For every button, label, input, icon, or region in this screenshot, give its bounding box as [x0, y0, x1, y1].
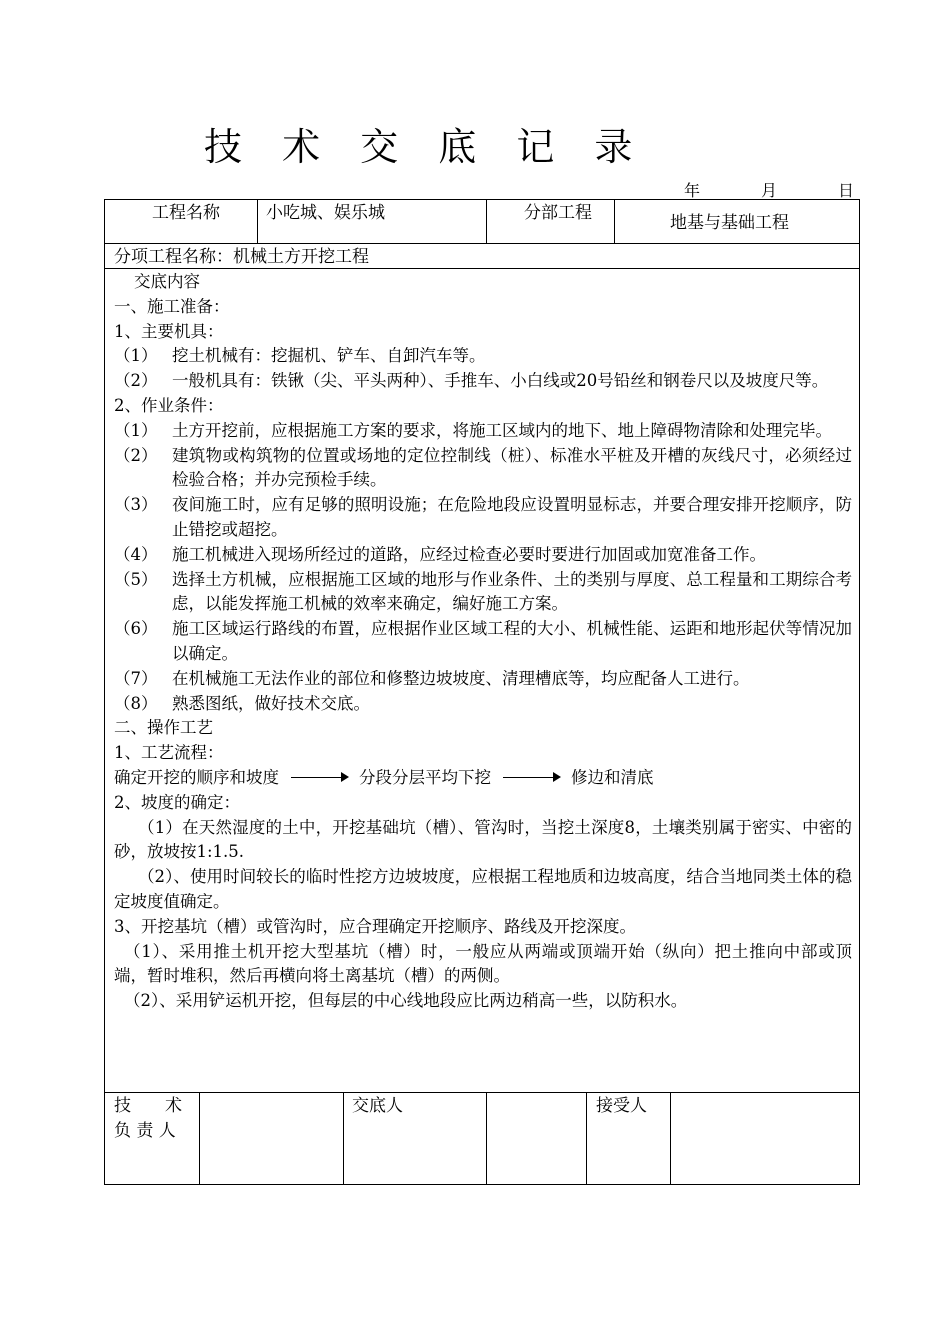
handover-person-label: 交底人	[352, 1096, 403, 1116]
division-value: 地基与基础工程	[670, 213, 789, 233]
slope-paragraph-2: （2）、使用时间较长的临时性挖方边坡坡度，应根据工程地质和边坡高度，结合当地同类土体的稳定坡度值确定。	[114, 867, 852, 911]
subsection-process-flow: 1、工艺流程：	[114, 743, 224, 763]
item-number: （7）	[114, 668, 158, 688]
list-item	[114, 493, 852, 543]
division-label: 分部工程	[524, 203, 592, 223]
arrow-right-icon	[291, 777, 347, 778]
item-text: 选择土方机械，应根据施工区域的地形与作业条件、土的类别与厚度、总工程量和工期综合考虑，以能发挥施工机械的效率来确定，编好施工方案。	[172, 569, 852, 614]
subsection-excavation: 3、开挖基坑（槽）或管沟时，应合理确定开挖顺序、路线及开挖深度。	[114, 916, 636, 936]
date-line	[684, 178, 854, 201]
signature-col-divider-3	[486, 1092, 487, 1185]
signature-col-divider-1	[199, 1092, 200, 1185]
item-number: （8）	[114, 693, 158, 713]
subsection-slope: 2、坡度的确定：	[114, 792, 240, 812]
section-operation: 二、操作工艺	[114, 718, 213, 738]
item-text: 建筑物或构筑物的位置或场地的定位控制线（桩）、标准水平桩及开槽的灰线尺寸，必须经过检验合格；并办完预检手续。	[172, 445, 852, 490]
signature-col-divider-2	[343, 1092, 344, 1185]
excavation-paragraph-2: （2）、采用铲运机开挖，但每层的中心线地段应比两边稍高一些，以防积水。	[124, 991, 688, 1011]
excavation-paragraph-1: （1）、采用推土机开挖大型基坑（槽）时，一般应从两端或顶端开始（纵向）把土推向中部或顶端，暂时堆积，然后再横向将土离基坑（槽）的两侧。	[114, 941, 852, 986]
item-number: （5）	[114, 569, 158, 589]
receiver-label: 接受人	[596, 1096, 647, 1116]
item-number: （4）	[114, 544, 158, 564]
document-title: 技 术 交 底 记 录	[204, 125, 647, 169]
list-item	[114, 419, 852, 444]
list-item	[114, 617, 852, 667]
tech-lead-label-line-2: 负 责 人	[114, 1121, 176, 1141]
subsection-conditions: 2、作业条件：	[114, 395, 224, 415]
subitem-name: 分项工程名称：机械土方开挖工程	[114, 247, 369, 267]
process-flow	[114, 766, 852, 791]
item-text: 挖土机械有：挖掘机、铲车、自卸汽车等。	[172, 346, 486, 366]
disclosure-content	[114, 270, 852, 1014]
item-number: （1）	[114, 420, 158, 440]
project-name-label: 工程名称	[152, 203, 220, 223]
list-item	[114, 369, 852, 394]
flow-step: 分段分层平均下挖	[359, 767, 491, 787]
section-preparation: 一、施工准备：	[114, 296, 230, 316]
list-item	[114, 543, 852, 568]
date-month: 月	[760, 181, 777, 200]
item-text: 在机械施工无法作业的部位和修整边坡坡度、清理槽底等，均应配备人工进行。	[172, 668, 750, 688]
signature-row-divider	[104, 1092, 860, 1093]
item-text: 土方开挖前，应根据施工方案的要求，将施工区域内的地下、地上障碍物清除和处理完毕。	[172, 420, 832, 440]
flow-step: 确定开挖的顺序和坡度	[114, 767, 279, 787]
item-number: （2）	[114, 445, 158, 465]
signature-col-divider-4	[586, 1092, 587, 1185]
item-text: 施工机械进入现场所经过的道路，应经过检查必要时要进行加固或加宽准备工作。	[172, 544, 766, 564]
list-item	[114, 667, 852, 692]
date-day: 日	[837, 181, 854, 200]
signature-col-divider-5	[670, 1092, 671, 1185]
slope-paragraph-1: （1）在天然湿度的土中，开挖基础坑（槽）、管沟时，当挖土深度8，土壤类别属于密实、中密的砂，放坡按1:1.5.	[114, 817, 852, 862]
item-number: （2）	[114, 371, 158, 391]
content-heading: 交底内容	[134, 272, 200, 291]
list-item	[114, 692, 852, 717]
project-name-value: 小吃城、娱乐城	[266, 203, 385, 223]
list-item	[114, 568, 852, 618]
item-number: （1）	[114, 346, 158, 366]
header-col-divider-1	[257, 199, 258, 243]
subitem-row-divider	[104, 268, 860, 269]
tech-lead-label-line-1: 技 术	[114, 1096, 182, 1116]
flow-step: 修边和清底	[571, 767, 654, 787]
item-text: 一般机具有：铁锹（尖、平头两种）、手推车、小白线或20号铅丝和钢卷尺以及坡度尺等。	[172, 371, 829, 391]
item-text: 夜间施工时，应有足够的照明设施；在危险地段应设置明显标志，并要合理安排开挖顺序，防止错挖或超挖。	[172, 495, 852, 539]
header-col-divider-2	[486, 199, 487, 243]
date-year: 年	[684, 181, 701, 200]
list-item	[114, 444, 852, 494]
header-row-divider	[104, 243, 860, 244]
header-col-divider-3	[614, 199, 615, 243]
item-number: （6）	[114, 619, 158, 639]
arrow-right-icon	[503, 777, 559, 778]
subsection-tools: 1、主要机具：	[114, 321, 224, 341]
item-text: 熟悉图纸，做好技术交底。	[172, 693, 370, 713]
list-item	[114, 344, 852, 369]
item-number: （3）	[114, 495, 158, 515]
item-text: 施工区域运行路线的布置，应根据作业区域工程的大小、机械性能、运距和地形起伏等情况加以确定。	[172, 619, 852, 663]
